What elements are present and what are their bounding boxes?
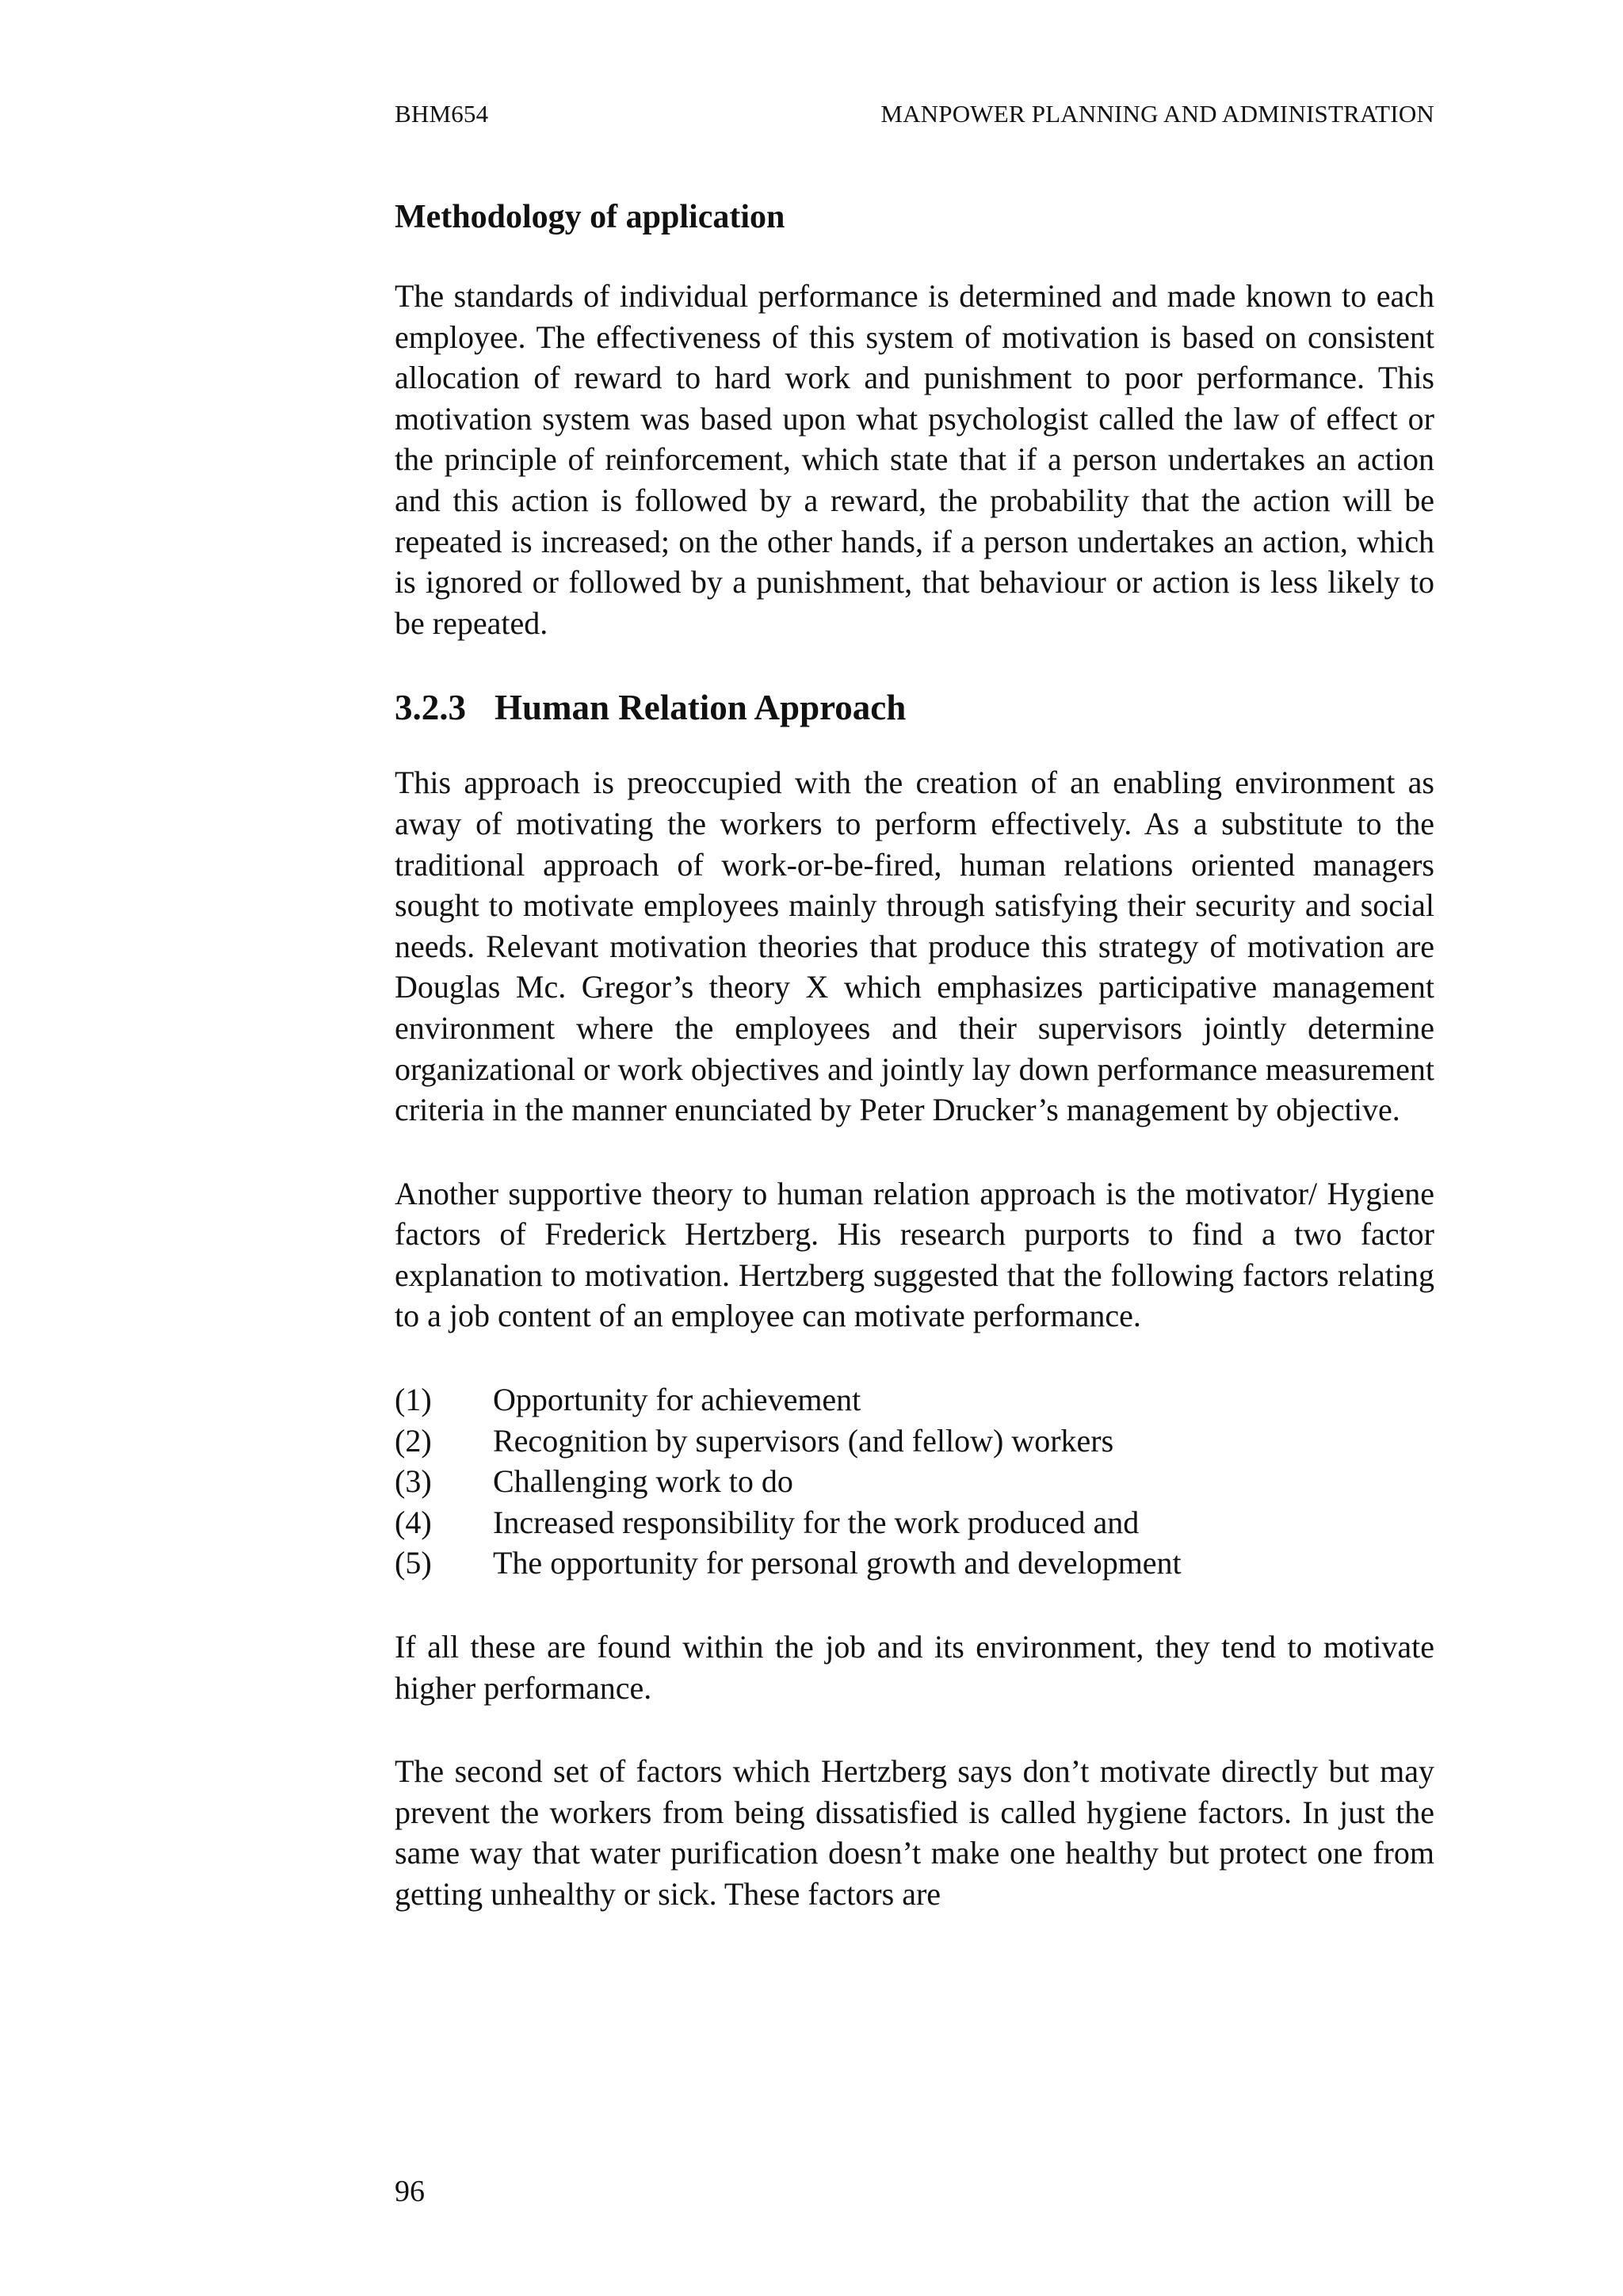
- motivator-factor-list: [395, 1379, 1434, 1584]
- hertzberg-paragraph: Another supportive theory to human relation approach is the motivator/ Hygiene factors of Frederick Hertzberg. His research purports to find a two factor explanation to motivation. Hertzberg suggested that the following factors relating to a job content of an employee can motivate performance.: [395, 1175, 1434, 1334]
- subsection-number: 3.2.3: [395, 688, 466, 728]
- list-item-text: Challenging work to do: [493, 1463, 793, 1500]
- page-number: 96: [395, 2175, 425, 2208]
- list-item-marker: (1): [395, 1382, 432, 1418]
- methodology-paragraph: The standards of individual performance is determined and made known to each employee. The effectiveness of this system of motivation is based on consistent allocation of reward to hard work and punishment to poor performance. This motivation system was based upon what psychologist called the law of effect or the principle of reinforcement, which state that if a person undertakes an action and this action is followed by a reward, the probability that the action will be repeated is increased; on the other hands, if a person undertakes an action, which is ignored or followed by a punishment, that behaviour or action is less likely to be repeated.: [395, 278, 1434, 641]
- course-title: MANPOWER PLANNING AND ADMINISTRATION: [880, 100, 1434, 128]
- human-relation-paragraph: This approach is preoccupied with the creation of an enabling environment as away of motivating the workers to perform effectively. As a substitute to the traditional approach of work-or-be-fired, human relations oriented managers sought to motivate employees mainly through satisfying their security and social needs. Relevant motivation theories that produce this strategy of motivation are Douglas Mc. Gregor’s theory X which emphasizes participative management environment where the employees and their supervisors jointly determine organizational or work objectives and jointly lay down performance measurement criteria in the manner enunciated by Peter Drucker’s management by objective.: [395, 765, 1434, 1128]
- section-heading: Methodology of application: [395, 199, 785, 235]
- list-item: [395, 1461, 1434, 1502]
- list-item: [395, 1502, 1434, 1543]
- list-item-text: Increased responsibility for the work produced and: [493, 1504, 1140, 1540]
- subsection-heading: [395, 686, 1434, 729]
- list-item-marker: (4): [395, 1504, 432, 1540]
- list-item-text: The opportunity for personal growth and development: [493, 1545, 1182, 1581]
- list-item-text: Recognition by supervisors (and fellow) workers: [493, 1422, 1114, 1459]
- running-header: [395, 98, 1434, 130]
- list-item: [395, 1379, 1434, 1421]
- list-item-text: Opportunity for achievement: [493, 1382, 861, 1418]
- course-code: BHM654: [395, 100, 489, 128]
- list-item: [395, 1421, 1434, 1462]
- list-item-marker: (5): [395, 1545, 432, 1581]
- list-item: [395, 1543, 1434, 1584]
- subsection-title: Human Relation Approach: [495, 688, 907, 728]
- document-page: [395, 0, 1434, 2296]
- motivation-result-paragraph: If all these are found within the job and its environment, they tend to motivate higher performance.: [395, 1629, 1434, 1706]
- list-item-marker: (2): [395, 1422, 432, 1459]
- page-content: [395, 196, 1434, 1958]
- hygiene-factors-paragraph: The second set of factors which Hertzberg says don’t motivate directly but may prevent the workers from being dissatisfied is called hygiene factors. In just the same way that water purification doesn’t make one healthy but protect one from getting unhealthy or sick. These factors are: [395, 1753, 1434, 1912]
- list-item-marker: (3): [395, 1463, 432, 1500]
